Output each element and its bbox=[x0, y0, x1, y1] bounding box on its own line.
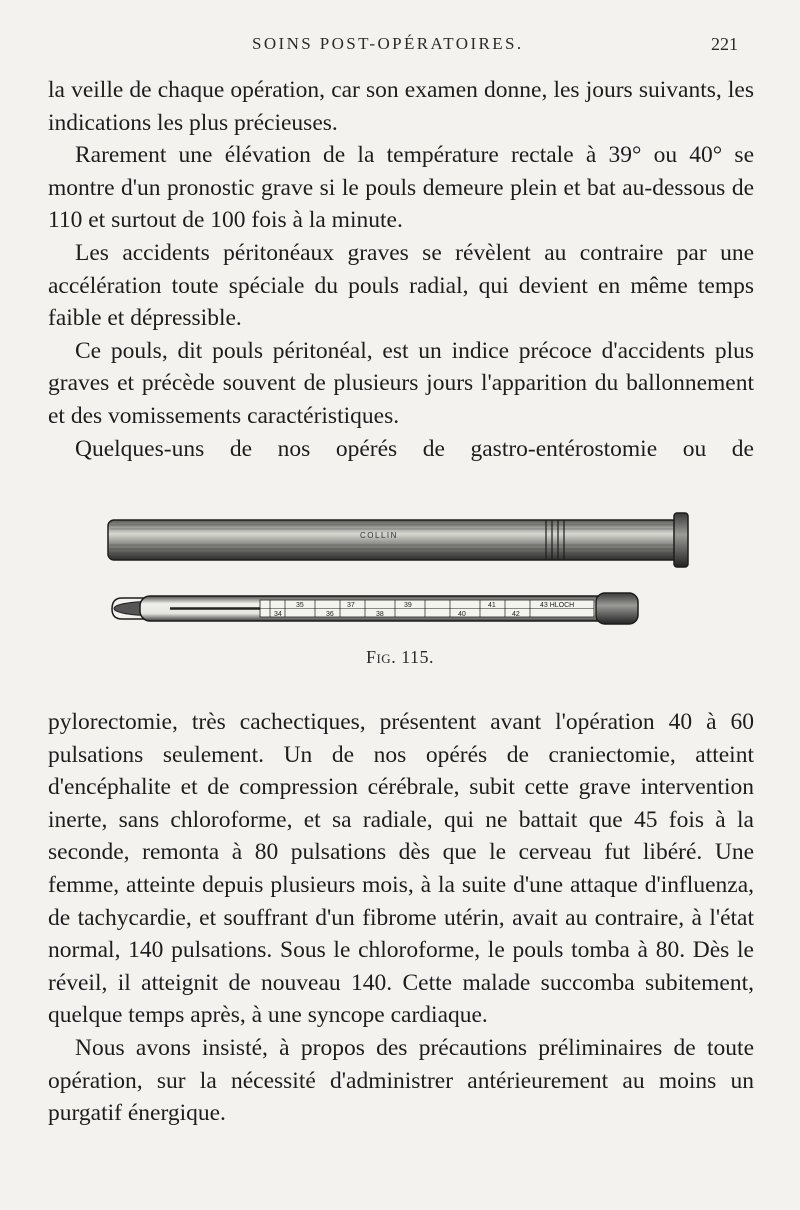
paragraph: pylorectomie, très cachectiques, présentent avant l'opération 40 à 60 pulsations seulement. Un de nos opérés de craniectomie, atteint d'encéphalite et de compression cérébrale, subit cette grave intervention inerte, sans chloroforme, et sa radiale, qui ne battait que 45 fois à la seconde, remonta à 80 pulsations dès que le cerveau fut libéré. Une femme, atteinte depuis plusieurs mois, à la suite d'une attaque d'influenza, de tachycardie, et souffrant d'un fibrome utérin, avait au contraire, à l'état normal, 140 pulsations. Sous le chloroforme, le pouls tomba à 80. Dès le réveil, il atteignit de nouveau 140. Cette malade succomba subitement, quelque temps après, à une syncope cardiaque. bbox=[48, 709, 754, 1029]
scale-label-upper: 43 HLOCH bbox=[540, 602, 575, 609]
paragraph: Quelques-uns de nos opérés de gastro-entérostomie ou de bbox=[75, 435, 754, 462]
thermometer-case bbox=[108, 513, 688, 567]
paragraph: Ce pouls, dit pouls péritonéal, est un indice précoce d'accidents plus graves et précède souvent de plusieurs jours l'apparition du ballonnement et des vomissements caractéristiques. bbox=[48, 337, 754, 429]
running-title: SOINS POST-OPÉRATOIRES. bbox=[252, 34, 524, 53]
paragraph: Nous avons insisté, à propos des précautions préliminaires de toute opération, sur la nécessité d'administrer antérieurement au moins un purgatif énergique. bbox=[48, 1034, 754, 1127]
scale-label-lower: 42 bbox=[512, 611, 520, 618]
scale-label-upper: 41 bbox=[488, 602, 496, 609]
scale-label-upper: 39 bbox=[404, 602, 412, 609]
paragraph: la veille de chaque opération, car son examen donne, les jours suivants, les indications les plus précieuses. bbox=[48, 77, 754, 136]
figure-caption-text: Fig. 115. bbox=[365, 647, 435, 667]
text-block-bottom bbox=[48, 706, 754, 1130]
scale-label-lower: 36 bbox=[326, 611, 334, 618]
scale-label-lower: 38 bbox=[376, 611, 384, 618]
scale-label-lower: 40 bbox=[458, 611, 466, 618]
page-number: 221 bbox=[711, 34, 738, 54]
thermometer-tube bbox=[112, 593, 638, 624]
paragraph: Rarement une élévation de la température rectale à 39° ou 40° se montre d'un pronostic grave si le pouls demeure plein et bat au-dessous de 110 et surtout de 100 fois à la minute. bbox=[48, 142, 754, 234]
thermometer-illustration bbox=[100, 505, 700, 640]
scale-label-upper: 35 bbox=[296, 602, 304, 609]
text-block-top bbox=[48, 74, 754, 465]
paragraph: Les accidents péritonéaux graves se révèlent au contraire par une accélération toute spéciale du pouls radial, qui devient en même temps faible et dépressible. bbox=[48, 239, 754, 332]
figure-caption bbox=[100, 647, 700, 668]
figure-thermometer bbox=[100, 505, 700, 675]
scale-label-upper: 37 bbox=[347, 602, 355, 609]
scale-label-lower: 34 bbox=[274, 611, 282, 618]
running-head bbox=[0, 34, 800, 58]
case-engraving: COLLIN bbox=[360, 531, 398, 540]
